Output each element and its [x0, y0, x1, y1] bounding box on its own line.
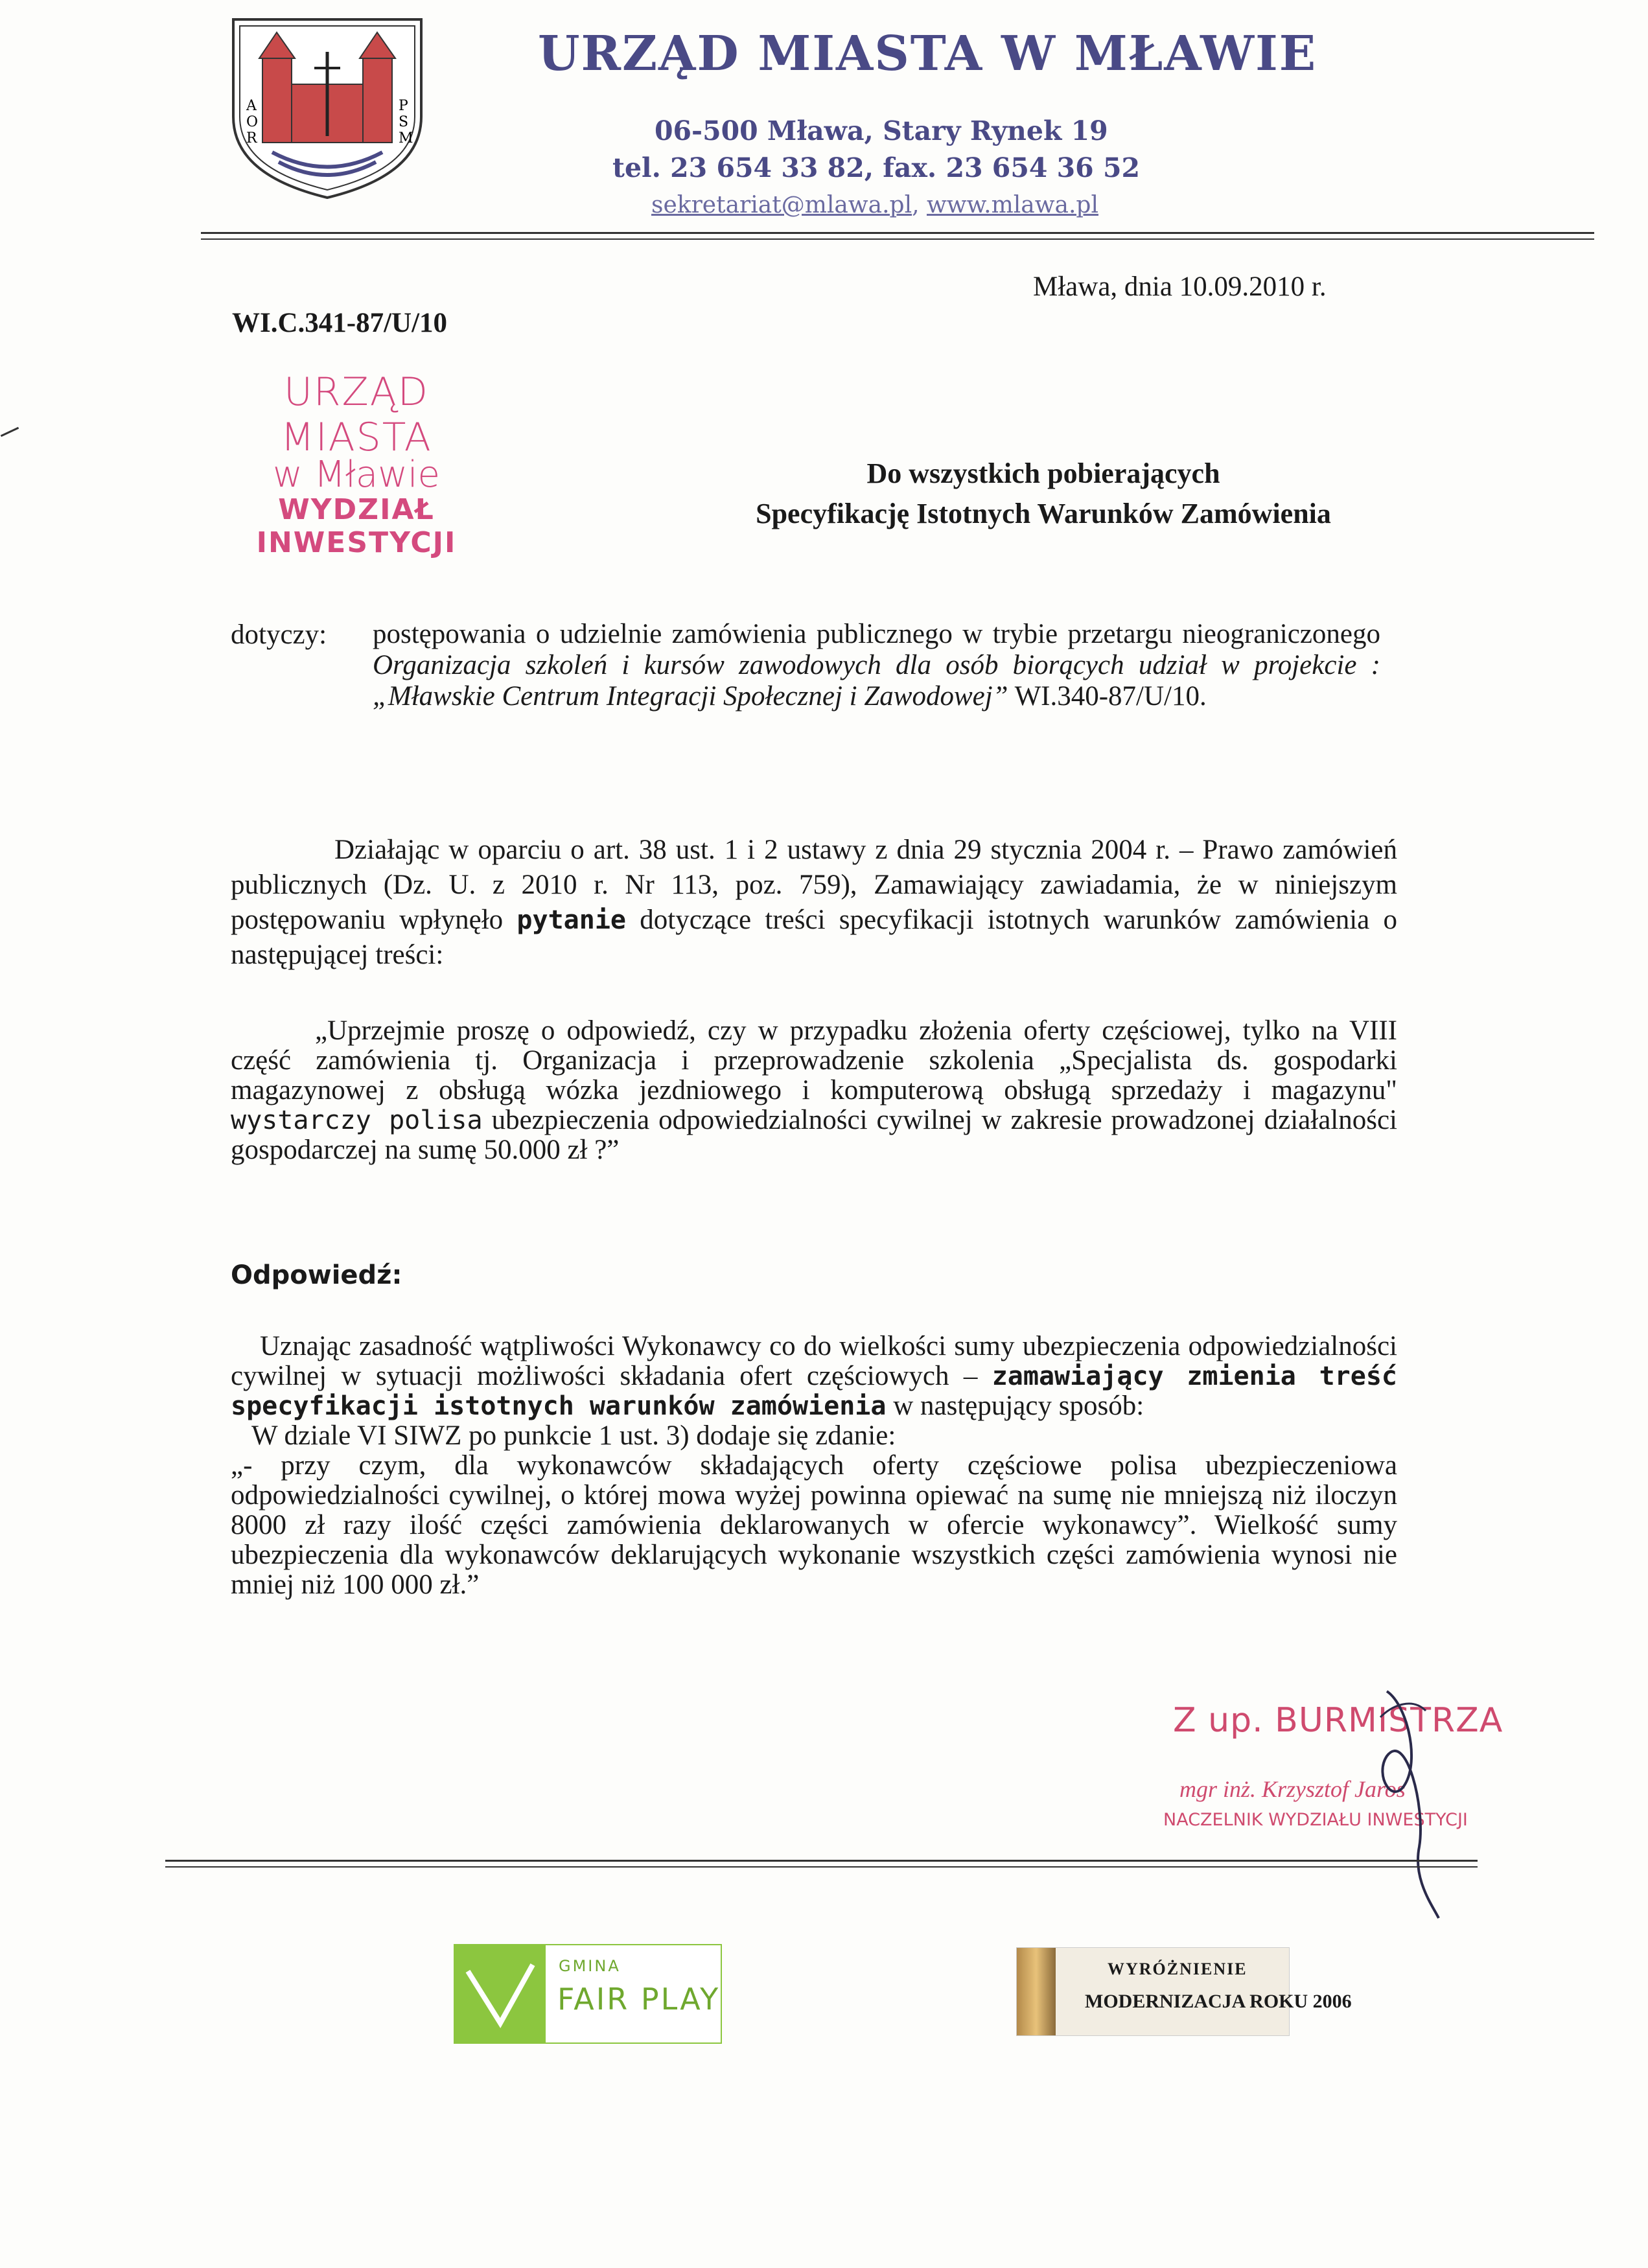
- concern-text: [373, 619, 1380, 712]
- addressee-line: Specyfikację Istotnych Warunków Zamówienia: [756, 498, 1331, 529]
- crest-letter: A: [246, 98, 257, 114]
- concern-part: postępowania o udzielnie zamówienia publicznego w trybie przetargu nieograniczonego: [373, 619, 1380, 649]
- website-link[interactable]: www.mlawa.pl: [926, 192, 1098, 218]
- crest-letter: O: [246, 114, 259, 130]
- footer-rule: [165, 1860, 1478, 1862]
- question-quote: [231, 1016, 1397, 1165]
- crest-letter: M: [399, 130, 413, 146]
- concern-label: dotyczy:: [231, 619, 327, 650]
- quote-part: „Uprzejmie proszę o odpowiedź, czy w przypadku złożenia oferty częściowej, tylko na VIII część zamówienia tj. Organizacja i przeprowadzenie szkolenia „Specjalista ds. gospodarki magazynowej z obsługą wózka jezdniowego i komputerową obsługą sprzedaży i magazynu": [231, 1015, 1397, 1105]
- stamp-line: w Mławie: [273, 454, 440, 496]
- answer-line: W dziale VI SIWZ po punkcie 1 ust. 3) dodaje się zdanie:: [251, 1420, 896, 1451]
- office-contacts: [651, 192, 1098, 218]
- fair-play-logo: [454, 1944, 722, 2044]
- fair-play-top: GMINA: [559, 1957, 621, 1975]
- letter-date: Mława, dnia 10.09.2010 r.: [1033, 272, 1327, 302]
- emphasis: zamawiający zmienia treść specyfikacji istotnych warunków zamówienia: [231, 1361, 1397, 1421]
- stamp-line: URZĄD MIASTA: [281, 369, 432, 460]
- answer-body: [231, 1332, 1397, 1600]
- header-rule: [201, 232, 1594, 234]
- margin-mark: [1, 427, 19, 437]
- footer-rule: [165, 1866, 1478, 1868]
- stamp-line: WYDZIAŁ INWESTYCJI: [256, 493, 457, 559]
- addressee: [713, 454, 1374, 534]
- award-title: WYRÓŻNIENIE: [1108, 1960, 1248, 1978]
- project-name: Organizacja szkoleń i kursów zawodowych dla osób biorących udział w projekcie : „Mławskie Centrum Integracji Społecznej i Zawodowej”: [373, 650, 1380, 712]
- crest-letter: S: [399, 114, 409, 130]
- email-link[interactable]: sekretariat@mlawa.pl: [651, 192, 912, 218]
- emphasis: pytanie: [516, 905, 626, 935]
- answer-quote: „- przy czym, dla wykonawców składających oferty częściowe polisa ubezpieczeniowa odpowiedzialności cywilnej, o której mowa wyżej powinna opiewać na sumę nie mniejszą niż iloczyn 8000 zł razy ilość części zamówienia deklarowanych w ofercie wykonawcy”. Wielkość sumy ubezpieczenia dla wykonawców deklarujących wykonanie wszystkich części zamówienia wynosi nie mniej niż 100 000 zł.”: [231, 1450, 1397, 1600]
- handwritten-signature: [1348, 1678, 1465, 1925]
- fair-play-title: FAIR PLAY: [557, 1982, 721, 2017]
- signatory-title: NACZELNIK WYDZIAŁU INWESTYCJI: [1163, 1810, 1468, 1830]
- paragraph-part: dotyczące treści specyfikacji istotnych warunków zamówienia o następującej treści:: [231, 905, 1397, 970]
- department-stamp: [214, 369, 499, 559]
- crest-letter: P: [399, 98, 408, 114]
- header-rule: [201, 238, 1594, 240]
- office-address: 06-500 Mława, Stary Rynek 19: [655, 115, 1108, 146]
- award-image: [1017, 1948, 1056, 2035]
- signatory-name: mgr inż. Krzysztof Jaros: [1179, 1776, 1406, 1802]
- office-phone: tel. 23 654 33 82, fax. 23 654 36 52: [612, 152, 1141, 183]
- answer-paragraph: [231, 1332, 1397, 1421]
- quote-part: ubezpieczenia odpowiedzialności cywilnej w zakresie prowadzonej działalności gospodarczej na sumę 50.000 zł ?”: [231, 1105, 1397, 1165]
- answer-part: Uznając zasadność wątpliwości Wykonawcy co do wielkości sumy ubezpieczenia odpowiedzialności cywilnej w sytuacji możliwości składania ofert częściowych –: [231, 1331, 1397, 1391]
- addressee-line: Do wszystkich pobierających: [866, 457, 1220, 489]
- city-crest: [227, 13, 428, 201]
- paragraph-part: Działając w oparciu o art. 38 ust. 1 i 2 ustawy z dnia 29 stycznia 2004 r. – Prawo zamówień publicznych (Dz. U. z 2010 r. Nr 113, poz. 759), Zamawiający zawiadamia, że w niniejszym postępowaniu wpłynęło: [231, 835, 1397, 935]
- emphasis: wystarczy polisa: [231, 1105, 483, 1135]
- concern-part: WI.340-87/U/10.: [1008, 681, 1207, 712]
- crest-letter: R: [246, 130, 257, 146]
- signature-stamp: Z up. BURMISTRZA: [1173, 1701, 1503, 1740]
- answer-part: w następujący sposób:: [886, 1391, 1144, 1421]
- contact-separator: ,: [912, 192, 927, 218]
- award-name: MODERNIZACJA ROKU 2006: [1085, 1991, 1352, 2012]
- reference-number: WI.C.341-87/U/10: [232, 308, 448, 338]
- fair-play-check-icon: [455, 1945, 546, 2042]
- body-paragraph: [231, 833, 1397, 973]
- answer-heading: Odpowiedź:: [231, 1260, 402, 1290]
- office-title: URZĄD MIASTA W MŁAWIE: [538, 26, 1317, 82]
- award-logo: [1016, 1947, 1352, 2036]
